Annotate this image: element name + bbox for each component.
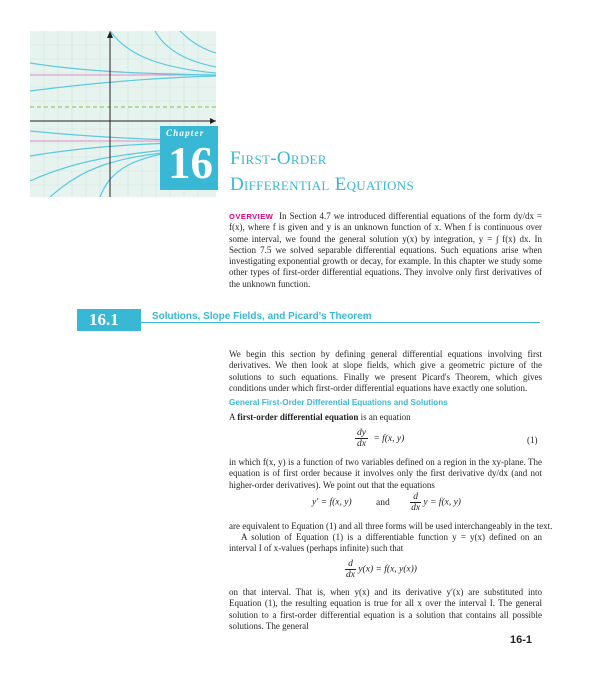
paragraph-4 [229, 532, 542, 555]
chapter-number: 16 [168, 138, 213, 188]
section-heading-bar [77, 309, 141, 331]
subsection-title: General First-Order Differential Equations and Solutions [229, 398, 448, 407]
section-intro [229, 349, 542, 394]
equation-3 [345, 559, 417, 580]
paragraph-4-text: A solution of Equation (1) is a differentiable function y = y(x) defined on an interval I of x-values (perhaps infinite) such that [229, 532, 542, 554]
eq2-and: and [375, 497, 390, 508]
section-title: Solutions, Slope Fields, and Picard's Theorem [152, 311, 372, 322]
definition-lead: A [229, 412, 236, 422]
eq2-right-rest: y = f(x, y) [423, 497, 461, 508]
section-intro-text: We begin this section by defining general differential equations involving first derivatives. We then look at slope fields, which give a geometric picture of the solutions to such equations. Finally we present Picard's Theorem, which gives conditions under which first-order differential equations have exactly one solution. [229, 349, 542, 393]
paragraph-2 [229, 457, 542, 491]
chapter-title-line2: Differential Equations [230, 174, 415, 195]
paragraph-3-text: are equivalent to Equation (1) and all three forms will be used interchangeably in the text. [229, 521, 553, 531]
section-number: 16.1 [89, 310, 119, 329]
eq3-rest: y(x) = f(x, y(x)) [358, 564, 417, 575]
eq1-denominator: dx [357, 439, 366, 449]
overview-block [229, 211, 542, 290]
eq3-numerator: d [348, 559, 353, 569]
equation-1 [355, 428, 404, 449]
definition-term: first-order differential equation [237, 412, 359, 422]
chapter-tab [160, 126, 218, 190]
eq2-numerator: d [413, 492, 418, 502]
eq1-rhs: = f(x, y) [373, 433, 405, 444]
definition-tail: is an equation [360, 412, 411, 422]
overview-label: OVERVIEW [229, 212, 274, 221]
chapter-word: Chapter [166, 128, 205, 138]
eq1-numerator: dy [357, 428, 366, 438]
paragraph-5-text: on that interval. That is, when y(x) and its derivative y′(x) are substituted into Equation (1), the resulting equation is true for all x over the interval I. The general solution to a first-order differential equation is a solution that contains all possible solutions. The general [229, 587, 542, 631]
eq1-number: (1) [527, 435, 538, 445]
definition-line [229, 412, 542, 423]
chapter-title [230, 146, 414, 198]
paragraph-3 [229, 521, 553, 532]
page-number: 16-1 [510, 634, 533, 646]
eq2-denominator: dx [411, 503, 421, 513]
paragraph-5 [229, 587, 542, 632]
eq3-denominator: dx [346, 570, 355, 580]
equation-2 [312, 492, 461, 513]
eq2-left: y′ = f(x, y) [312, 497, 352, 508]
paragraph-2-text: in which f(x, y) is a function of two variables defined on a region in the xy-plane. The equation is of first order because it involves only the first derivative dy/dx (and not higher-order derivatives). We point out that the equations [229, 457, 542, 490]
overview-text: In Section 4.7 we introduced differential equations of the form dy/dx = f(x), where f is given and y is an unknown function of x. When f is continuous over some interval, we found the general solution y(x) by integration, y = ∫ f(x) dx. In Section 7.5 we solved separable differential equations. Such equations arise when investigating exponential growth or decay, for example. In this chapter we study some other types of first-order differential equations. They involve only first derivatives of the unknown function. [229, 211, 542, 289]
chapter-title-line1: First-Order [230, 148, 327, 169]
